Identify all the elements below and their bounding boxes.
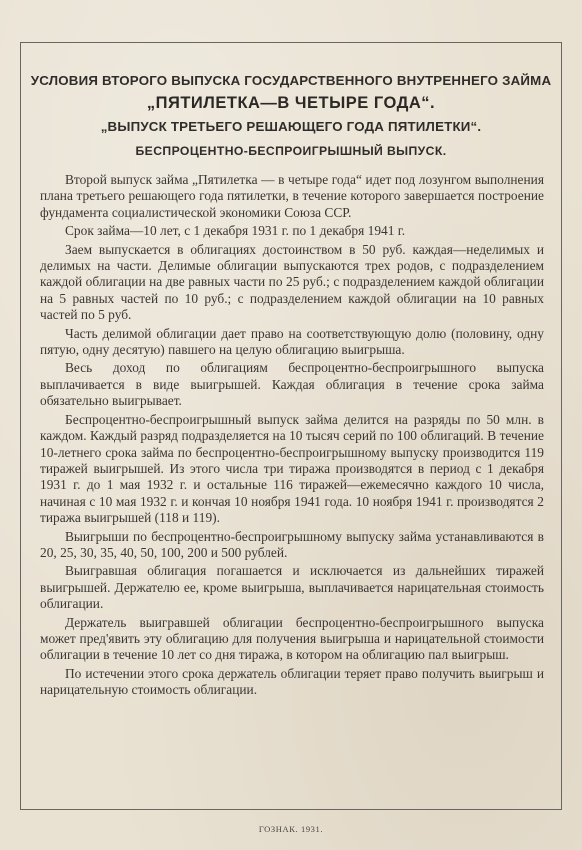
issue-type-heading: БЕСПРОЦЕНТНО-БЕСПРОИГРЫШНЫЙ ВЫПУСК. [135,144,447,158]
printer-imprint: ГОЗНАК. 1931. [258,824,324,834]
paragraph: По истечении этого срока держатель облигации теряет право получить выигрыш и нарицательную стоимость облигации. [40,665,544,698]
paragraph: Выигрыши по беспроцентно-беспроигрышному выпуску займа устанавливаются в 20, 25, 30, 35, 40, 50, 100, 200 и 500 рублей. [40,528,544,560]
paragraph: Заем выпускается в облигациях достоинством в 50 руб. каждая—неделимых и делимых на части. Делимые облигации выпускаются трех родов, с подразделением каждой облигации на две равных части по 25 руб.; с подразделением каждой облигации на 5 равных частей по 10 руб.; с подразделением каждой облигации на 10 равных частей по 5 руб. [40,241,544,323]
paragraph: Второй выпуск займа „Пятилетка — в четыре года“ идет под лозунгом выполнения плана третьего решающего года пятилетки, в течение которого завершается построение фундамента социалистической экономики Союза ССР. [40,172,544,220]
loan-name-title: „ПЯТИЛЕТКА—В ЧЕТЫРЕ ГОДА“. [146,94,436,112]
title-line-1: УСЛОВИЯ ВТОРОГО ВЫПУСКА ГОСУДАРСТВЕННОГО ВНУТРЕННЕГО ЗАЙМА [30,73,552,88]
document-header [20,73,562,160]
paragraph: Беспроцентно-беспроигрышный выпуск займа делится на разряды по 50 млн. в каждом. Каждый разряд подразделяется на 10 тысяч серий по 100 облигаций. В течение 10-летнего срока займа по беспроцентно-беспроигрышному выпуску производится 119 тиражей выигрышей. Из этого числа три тиража производятся в период с 1 декабря 1931 г. до 1 мая 1932 г. и остальные 116 тиражей—ежемесячно каждого 10 числа, начиная с 10 мая 1932 г. и кончая 10 ноября 1941 года. 10 ноября 1941 г. производятся 2 тиража выигрышей (118 и 119). [40,411,544,526]
paragraph: Часть делимой облигации дает право на соответствующую долю (половину, одну пятую, одну десятую) павшего на целую облигацию выигрыша. [40,325,544,358]
paragraph: Держатель выигравшей облигации беспроцентно-беспроигрышного выпуска может пред'явить эту облигацию для получения выигрыша и нарицательной стоимости облигации в течение 10 лет со дня тиража, в котором на облигацию пал выигрыш. [40,614,544,663]
paragraph: Весь доход по облигациям беспроцентно-беспроигрышного выпуска выплачивается в виде выигрышей. Каждая облигация в течение срока займа обязательно выигрывает. [40,360,544,409]
issue-subtitle: „ВЫПУСК ТРЕТЬЕГО РЕШАЮЩЕГО ГОДА ПЯТИЛЕТКИ“. [100,119,482,134]
paragraph: Срок займа—10 лет, с 1 декабря 1931 г. по 1 декабря 1941 г. [65,223,406,239]
document-body [40,172,544,701]
paragraph: Выигравшая облигация погашается и исключается из дальнейших тиражей выигрышей. Держателю ее, кроме выигрыша, выплачивается нарицательная стоимость облигации. [40,563,544,612]
